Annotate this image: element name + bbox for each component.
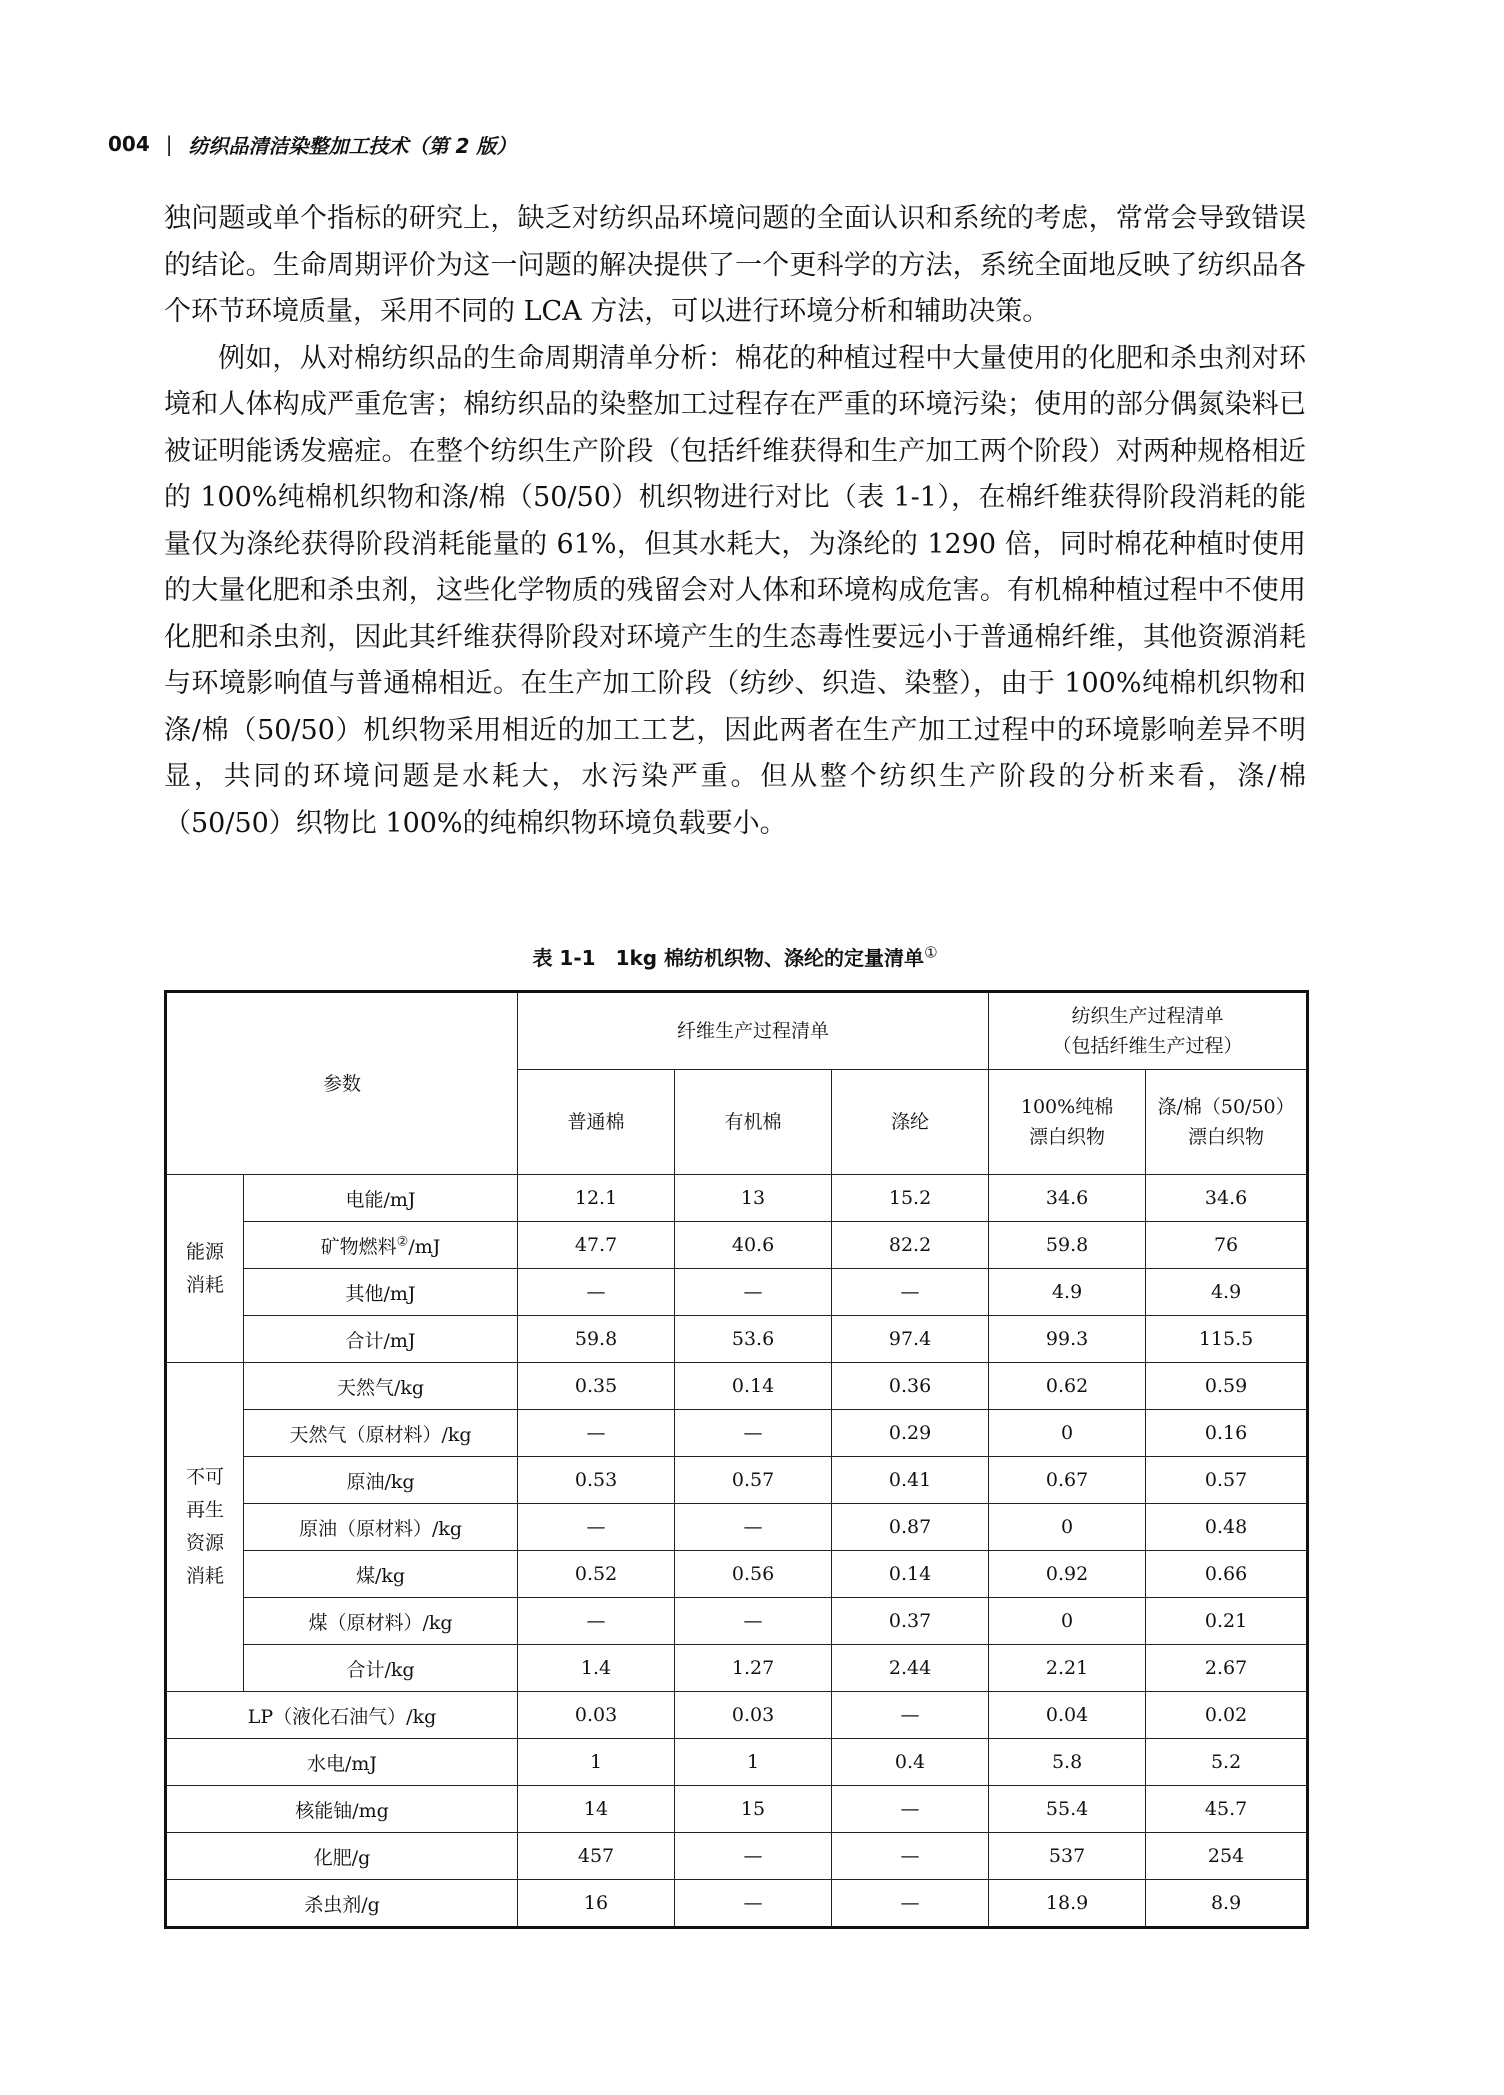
caption-footnote-mark: ①: [924, 943, 938, 962]
cell: —: [675, 1833, 832, 1880]
table-row: [166, 1175, 1308, 1222]
cell: 0: [989, 1504, 1146, 1551]
cell: —: [832, 1269, 989, 1316]
page-number: 004: [108, 132, 150, 156]
cell: 40.6: [675, 1222, 832, 1269]
cell: 0.14: [675, 1363, 832, 1410]
row-label: 其他/mJ: [244, 1269, 518, 1316]
table-row: [166, 1786, 1308, 1833]
cell: 53.6: [675, 1316, 832, 1363]
cell: 0.53: [518, 1457, 675, 1504]
book-title: 纺织品清洁染整加工技术（第 2 版）: [188, 133, 517, 158]
cell: 99.3: [989, 1316, 1146, 1363]
cell: 1: [518, 1739, 675, 1786]
cell: 34.6: [989, 1175, 1146, 1222]
cell: 0.41: [832, 1457, 989, 1504]
cell: 0.52: [518, 1551, 675, 1598]
cell: 76: [1146, 1222, 1308, 1269]
table-row: [166, 1598, 1308, 1645]
cell: 0.21: [1146, 1598, 1308, 1645]
cell: —: [675, 1880, 832, 1928]
table-row: [166, 1457, 1308, 1504]
cell: 15.2: [832, 1175, 989, 1222]
cell: —: [518, 1410, 675, 1457]
row-label: 杀虫剂/g: [166, 1880, 518, 1928]
cell: 45.7: [1146, 1786, 1308, 1833]
table-row: [166, 1739, 1308, 1786]
table-caption: [164, 942, 1306, 971]
cell: 59.8: [989, 1222, 1146, 1269]
cell: 5.8: [989, 1739, 1146, 1786]
cell: 0: [989, 1410, 1146, 1457]
table-row: [166, 1880, 1308, 1928]
cell: 0.87: [832, 1504, 989, 1551]
group-label-nonrenewable: 不可 再生 资源 消耗: [166, 1363, 244, 1692]
cell: 457: [518, 1833, 675, 1880]
cell: —: [832, 1833, 989, 1880]
table-row: [166, 1833, 1308, 1880]
row-label: 化肥/g: [166, 1833, 518, 1880]
cell: 0.92: [989, 1551, 1146, 1598]
paragraph: 独问题或单个指标的研究上，缺乏对纺织品环境问题的全面认识和系统的考虑，常常会导致错误的结论。生命周期评价为这一问题的解决提供了一个更科学的方法，系统全面地反映了纺织品各个环节环境质量，采用不同的 LCA 方法，可以进行环境分析和辅助决策。: [164, 203, 1306, 327]
row-label: 天然气（原材料）/kg: [244, 1410, 518, 1457]
table-row: [166, 1222, 1308, 1269]
table-caption-text: 表 1-1 1kg 棉纺机织物、涤纶的定量清单: [532, 946, 925, 970]
cell: 0: [989, 1598, 1146, 1645]
cell: —: [518, 1504, 675, 1551]
table-row: [166, 1363, 1308, 1410]
col-header: 涤纶: [832, 1070, 989, 1175]
cell: 18.9: [989, 1880, 1146, 1928]
cell: 0.14: [832, 1551, 989, 1598]
cell: 0.04: [989, 1692, 1146, 1739]
row-label: 核能铀/mg: [166, 1786, 518, 1833]
table-row: [166, 1410, 1308, 1457]
col-header: 100%纯棉 漂白织物: [989, 1070, 1146, 1175]
row-label: 合计/kg: [244, 1645, 518, 1692]
cell: 2.21: [989, 1645, 1146, 1692]
col-header: 涤/棉（50/50） 漂白织物: [1146, 1070, 1308, 1175]
table-row: [166, 1551, 1308, 1598]
table-row: [166, 1692, 1308, 1739]
cell: 4.9: [989, 1269, 1146, 1316]
cell: 5.2: [1146, 1739, 1308, 1786]
header-separator: |: [165, 132, 173, 156]
cell: 0.35: [518, 1363, 675, 1410]
cell: 115.5: [1146, 1316, 1308, 1363]
cell: 1.27: [675, 1645, 832, 1692]
running-header: [108, 124, 516, 164]
row-label: 煤/kg: [244, 1551, 518, 1598]
cell: —: [832, 1786, 989, 1833]
row-label: 天然气/kg: [244, 1363, 518, 1410]
row-label: 矿物燃料②/mJ: [244, 1222, 518, 1269]
cell: —: [675, 1410, 832, 1457]
fiber-process-header: 纤维生产过程清单: [518, 992, 989, 1070]
row-label: 水电/mJ: [166, 1739, 518, 1786]
cell: —: [832, 1880, 989, 1928]
cell: 254: [1146, 1833, 1308, 1880]
cell: 0.62: [989, 1363, 1146, 1410]
cell: 2.67: [1146, 1645, 1308, 1692]
cell: —: [675, 1269, 832, 1316]
cell: 13: [675, 1175, 832, 1222]
group-label-energy: 能源 消耗: [166, 1175, 244, 1363]
row-label: LP（液化石油气）/kg: [166, 1692, 518, 1739]
cell: 0.4: [832, 1739, 989, 1786]
cell: 0.03: [675, 1692, 832, 1739]
cell: 537: [989, 1833, 1146, 1880]
table-row: [166, 1316, 1308, 1363]
inventory-table: [164, 990, 1309, 1929]
cell: 15: [675, 1786, 832, 1833]
cell: 0.59: [1146, 1363, 1308, 1410]
cell: 55.4: [989, 1786, 1146, 1833]
cell: 0.57: [1146, 1457, 1308, 1504]
cell: 0.37: [832, 1598, 989, 1645]
cell: 0.57: [675, 1457, 832, 1504]
cell: 0.56: [675, 1551, 832, 1598]
table-row: [166, 1269, 1308, 1316]
cell: —: [675, 1598, 832, 1645]
col-header: 有机棉: [675, 1070, 832, 1175]
textile-process-header: 纺织生产过程清单 （包括纤维生产过程）: [989, 992, 1308, 1070]
row-label: 原油/kg: [244, 1457, 518, 1504]
cell: 0.48: [1146, 1504, 1308, 1551]
cell: 4.9: [1146, 1269, 1308, 1316]
row-label: 合计/mJ: [244, 1316, 518, 1363]
cell: 34.6: [1146, 1175, 1308, 1222]
cell: —: [832, 1692, 989, 1739]
cell: 0.03: [518, 1692, 675, 1739]
row-label: 电能/mJ: [244, 1175, 518, 1222]
cell: 0.36: [832, 1363, 989, 1410]
cell: —: [518, 1269, 675, 1316]
cell: 59.8: [518, 1316, 675, 1363]
cell: 0.67: [989, 1457, 1146, 1504]
footnote-mark: ②: [396, 1234, 409, 1250]
body-text: [164, 196, 1306, 847]
cell: 0.16: [1146, 1410, 1308, 1457]
cell: 0.02: [1146, 1692, 1308, 1739]
cell: 1.4: [518, 1645, 675, 1692]
cell: 0.66: [1146, 1551, 1308, 1598]
row-label: 原油（原材料）/kg: [244, 1504, 518, 1551]
table-row: [166, 1645, 1308, 1692]
cell: —: [518, 1598, 675, 1645]
cell: 47.7: [518, 1222, 675, 1269]
table-row: [166, 1504, 1308, 1551]
param-header: 参数: [166, 992, 518, 1175]
cell: 97.4: [832, 1316, 989, 1363]
cell: 82.2: [832, 1222, 989, 1269]
cell: 2.44: [832, 1645, 989, 1692]
cell: 8.9: [1146, 1880, 1308, 1928]
cell: 14: [518, 1786, 675, 1833]
cell: 12.1: [518, 1175, 675, 1222]
col-header: 普通棉: [518, 1070, 675, 1175]
cell: —: [675, 1504, 832, 1551]
cell: 0.29: [832, 1410, 989, 1457]
cell: 16: [518, 1880, 675, 1928]
row-label: 煤（原材料）/kg: [244, 1598, 518, 1645]
cell: 1: [675, 1739, 832, 1786]
paragraph: 例如，从对棉纺织品的生命周期清单分析：棉花的种植过程中大量使用的化肥和杀虫剂对环境和人体构成严重危害；棉纺织品的染整加工过程存在严重的环境污染；使用的部分偶氮染料已被证明能诱发癌症。在整个纺织生产阶段（包括纤维获得和生产加工两个阶段）对两种规格相近的 100%纯棉机织物和涤/棉（50/50）机织物进行对比（表 1-1），在棉纤维获得阶段消耗的能量仅为涤纶获得阶段消耗能量的 61%，但其水耗大，为涤纶的 1290 倍，同时棉花种植时使用的大量化肥和杀虫剂，这些化学物质的残留会对人体和环境构成危害。有机棉种植过程中不使用化肥和杀虫剂，因此其纤维获得阶段对环境产生的生态毒性要远小于普通棉纤维，其他资源消耗与环境影响值与普通棉相近。在生产加工阶段（纺纱、织造、染整），由于 100%纯棉机织物和涤/棉（50/50）机织物采用相近的加工工艺，因此两者在生产加工过程中的环境影响差异不明显，共同的环境问题是水耗大，水污染严重。但从整个纺织生产阶段的分析来看，涤/棉（50/50）织物比 100%的纯棉织物环境负载要小。: [164, 342, 1306, 839]
